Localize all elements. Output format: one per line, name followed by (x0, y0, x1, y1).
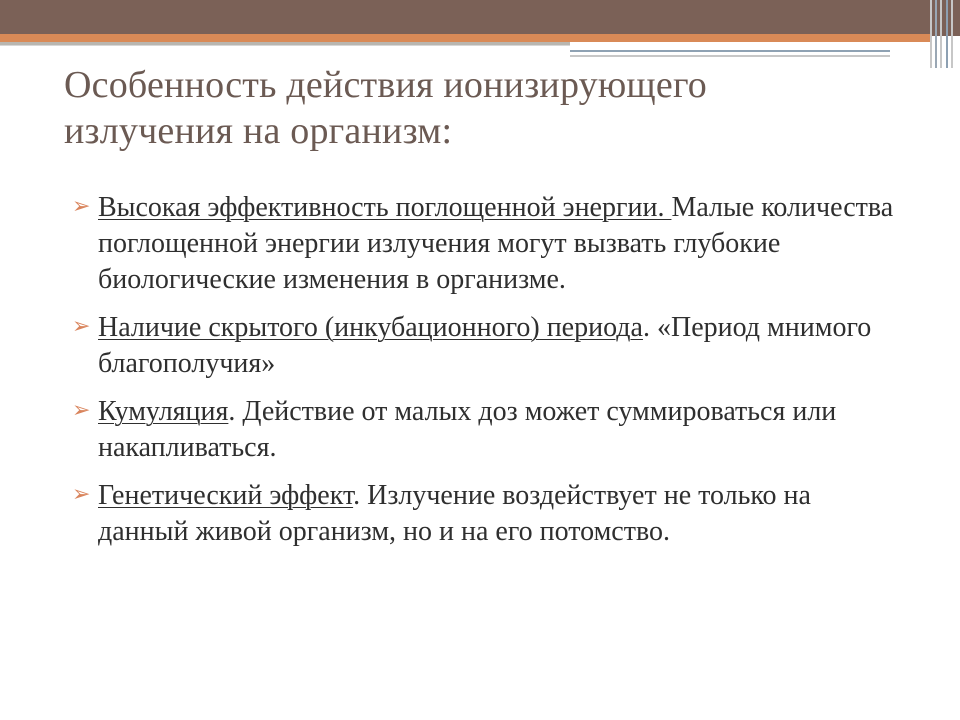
arrow-bullet-icon: ➢ (72, 194, 91, 219)
bullet-list (72, 190, 902, 562)
corner-decoration-line (946, 0, 948, 68)
item-text: . Излучение воздействует не только на данный живой организм, но и на его потомство. (98, 480, 811, 547)
header-grey-line (570, 55, 890, 57)
item-text: . Действие от малых доз может суммироваться или накапливаться. (98, 396, 837, 463)
list-item (72, 394, 902, 466)
list-item (72, 190, 902, 298)
arrow-bullet-icon: ➢ (72, 398, 91, 423)
item-heading: Наличие скрытого (инкубационного) периода (98, 312, 643, 343)
title-line: Особенность действия ионизирующего (64, 64, 708, 106)
arrow-bullet-icon: ➢ (72, 482, 91, 507)
item-heading: Генетический эффект (98, 480, 354, 511)
item-text: Малые количества поглощенной энергии излучения могут вызвать глубокие биологические изменения в организме. (98, 192, 894, 295)
header-blue-line (570, 50, 890, 52)
item-text: . «Период мнимого благополучия» (98, 312, 872, 379)
corner-decoration-line (935, 0, 937, 68)
corner-decoration-line (930, 0, 932, 68)
arrow-bullet-icon: ➢ (72, 314, 91, 339)
item-heading: Кумуляция (98, 396, 229, 427)
title-line: излучения на организм: (64, 110, 453, 152)
list-item (72, 478, 902, 550)
corner-decoration-line (951, 0, 953, 68)
corner-decoration-line (940, 0, 942, 68)
list-item (72, 310, 902, 382)
item-heading: Высокая эффективность поглощенной энергии. (98, 192, 672, 223)
slide-title (64, 62, 894, 154)
header-band (0, 0, 960, 36)
header-divider-line-light (0, 45, 570, 46)
header-accent-stripe (0, 34, 930, 42)
